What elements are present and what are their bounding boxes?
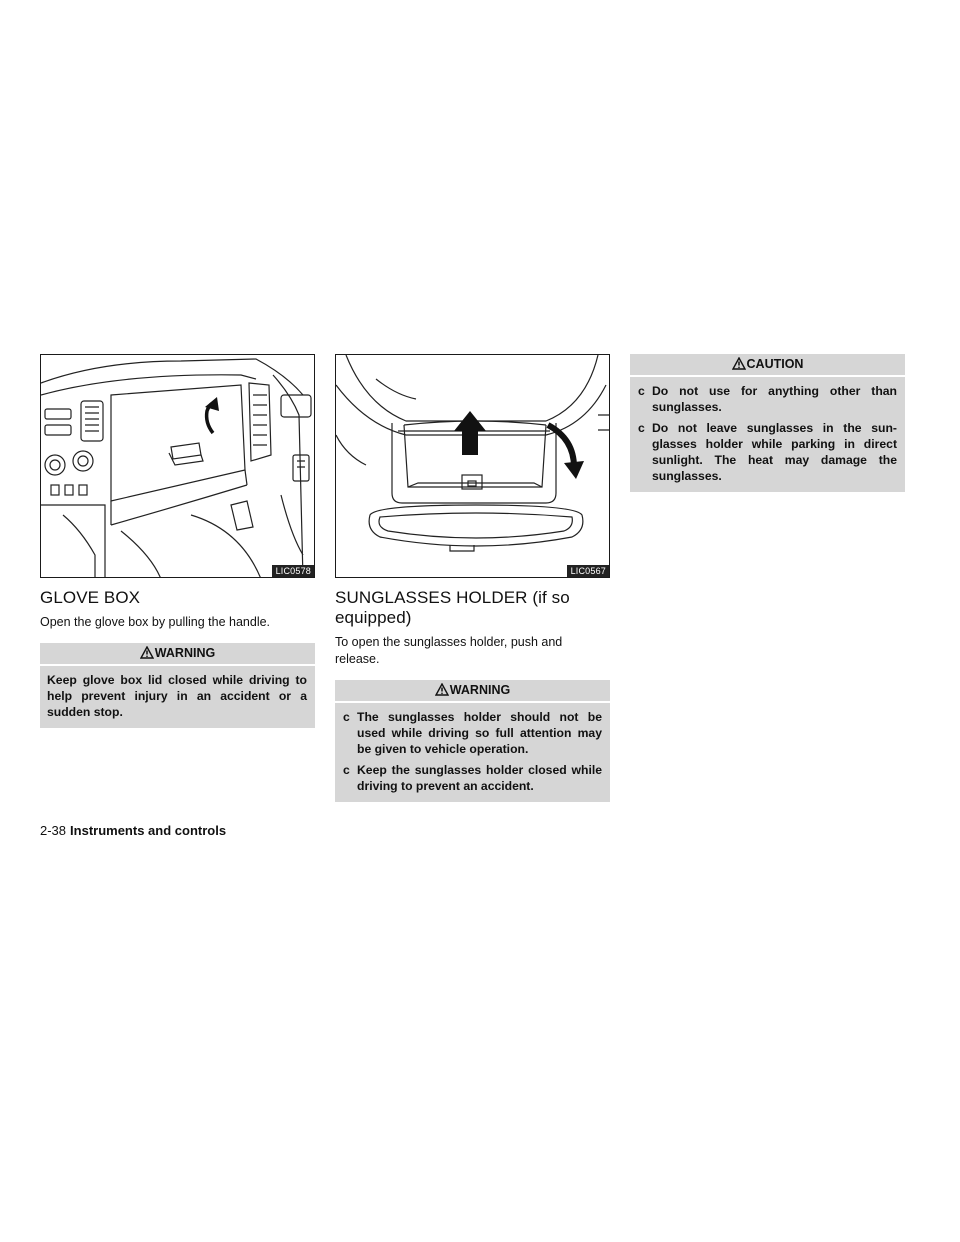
bullet-mark: c [638, 421, 645, 435]
sunglasses-holder-illustration [335, 354, 610, 578]
warning-label: WARNING [449, 683, 511, 697]
push-arrow-icon [454, 411, 486, 455]
caution-item [637, 420, 897, 484]
figure-code: LIC0567 [567, 565, 609, 577]
glove-box-illustration [40, 354, 315, 578]
warning-item [342, 762, 602, 794]
sunglasses-holder-instruction: To open the sunglasses holder, push and release. [335, 635, 563, 666]
caution-column [630, 354, 905, 492]
warning-triangle-icon [435, 683, 449, 696]
warning-label: WARNING [154, 646, 216, 660]
caution-box [630, 354, 905, 492]
glove-box-instruction: Open the glove box by pulling the handle. [40, 615, 271, 629]
warning-body [40, 666, 315, 728]
warning-item-text: Keep the sunglasses holder closed while driving to prevent an accident. [357, 763, 602, 793]
warning-box [40, 643, 315, 728]
warning-triangle-icon [732, 357, 746, 370]
glove-box-column [40, 354, 315, 728]
warning-box [335, 680, 610, 802]
warning-item-text: The sunglasses holder should not be used while driving so full attention may be given to vehicle operation. [357, 710, 602, 756]
section-heading-sunglasses-holder: SUNGLASSES HOLDER (if so equipped) [335, 588, 570, 627]
page-footer [40, 823, 226, 838]
warning-triangle-icon [140, 646, 154, 659]
pull-arrow-icon [205, 397, 219, 433]
caution-header [630, 354, 905, 377]
bullet-mark: c [638, 384, 645, 398]
caution-label: CAUTION [746, 357, 804, 371]
warning-item [342, 709, 602, 757]
page-number: 2-38 [40, 823, 67, 838]
sunglasses-holder-drawing [336, 355, 610, 578]
warning-text: Keep glove box lid closed while driving to help prevent injury in an accident or a sudden stop. [47, 673, 307, 719]
warning-header [40, 643, 315, 666]
warning-body [335, 703, 610, 802]
caution-body [630, 377, 905, 492]
figure-code: LIC0578 [272, 565, 314, 577]
section-heading-glove-box: GLOVE BOX [40, 588, 141, 607]
sunglasses-holder-column [335, 354, 610, 802]
caution-item-text: Do not leave sunglasses in the sun-glasses holder while parking in direct sunlight. The heat may damage the sunglasses. [652, 421, 897, 483]
chapter-title: Instruments and controls [70, 823, 227, 838]
caution-item-text: Do not use for anything other than sunglasses. [652, 384, 897, 414]
bullet-mark: c [343, 763, 350, 777]
glove-box-drawing [41, 355, 315, 578]
bullet-mark: c [343, 710, 350, 724]
warning-header [335, 680, 610, 703]
caution-item [637, 383, 897, 415]
